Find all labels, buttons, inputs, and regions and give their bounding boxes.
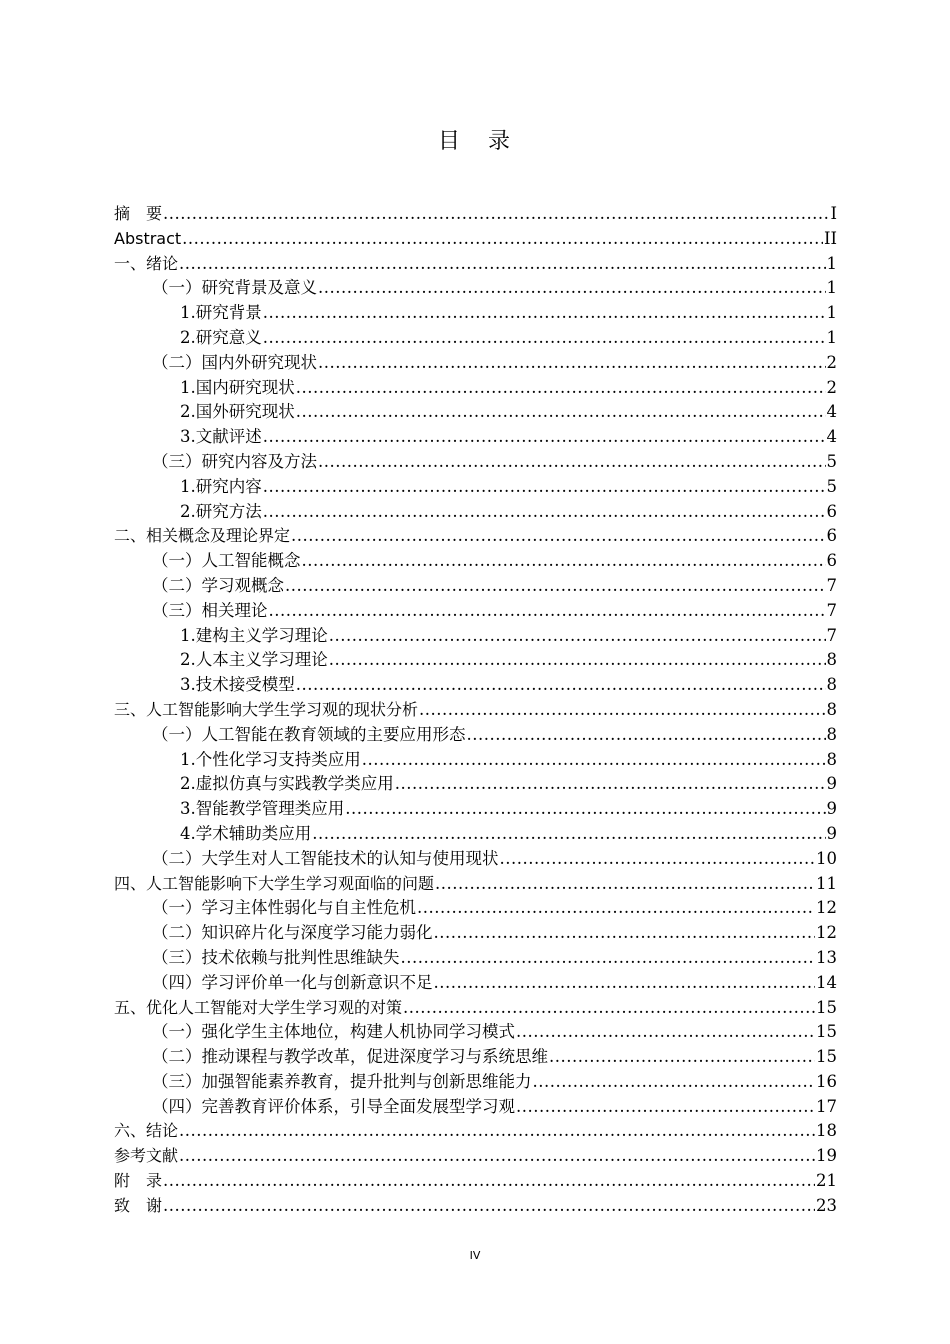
toc-entry[interactable]	[114, 400, 837, 425]
toc-entry[interactable]	[114, 599, 837, 624]
toc-entry-label: Abstract	[114, 228, 182, 248]
dot-leader	[296, 376, 826, 401]
toc-entry[interactable]	[114, 921, 837, 946]
toc-entry[interactable]	[114, 574, 837, 599]
dot-leader	[285, 574, 826, 599]
toc-entry[interactable]	[114, 549, 837, 574]
toc-entry-label: 2.研究方法	[180, 501, 262, 521]
toc-entry-page: 1	[826, 278, 837, 298]
toc-entry-page: 1	[826, 303, 837, 323]
toc-entry[interactable]	[114, 425, 837, 450]
toc-entry-page: 8	[826, 650, 837, 670]
toc-entry-label: 1.国内研究现状	[180, 377, 295, 397]
toc-entry[interactable]	[114, 822, 837, 847]
toc-entry[interactable]	[114, 748, 837, 773]
toc-entry[interactable]	[114, 996, 837, 1021]
toc-entry-page: 8	[826, 749, 837, 769]
dot-leader	[302, 549, 826, 574]
toc-entry-page: 4	[826, 402, 837, 422]
toc-entry[interactable]	[114, 524, 837, 549]
toc-entry-page: 10	[816, 848, 837, 868]
page-title	[0, 124, 950, 155]
toc-entry[interactable]	[114, 1119, 837, 1144]
toc-entry-label: 1.研究内容	[180, 476, 262, 496]
toc-entry-label: 四、人工智能影响下大学生学习观面临的问题	[114, 873, 435, 893]
dot-leader	[434, 971, 816, 996]
toc-entry-page: 12	[816, 898, 837, 918]
dot-leader	[500, 847, 816, 872]
toc-entry-page: 9	[826, 774, 837, 794]
toc-entry-page: 5	[826, 476, 837, 496]
toc-entry-page: 1	[826, 253, 837, 273]
toc-entry-label: 4.学术辅助类应用	[180, 823, 312, 843]
toc-entry[interactable]	[114, 1169, 837, 1194]
toc-entry-label: 1.建构主义学习理论	[180, 625, 328, 645]
table-of-contents	[114, 202, 837, 1219]
toc-entry-page: 6	[826, 501, 837, 521]
toc-entry-page: 4	[826, 427, 837, 447]
toc-entry-label: 致 谢	[114, 1195, 163, 1215]
dot-leader	[329, 648, 826, 673]
dot-leader	[318, 351, 826, 376]
toc-entry[interactable]	[114, 896, 837, 921]
toc-entry-page: 8	[826, 675, 837, 695]
dot-leader	[434, 921, 816, 946]
toc-entry[interactable]	[114, 326, 837, 351]
toc-entry-page: 15	[816, 1047, 837, 1067]
toc-entry-page: 14	[816, 972, 837, 992]
toc-entry-page: 6	[826, 551, 837, 571]
dot-leader	[435, 872, 815, 897]
dot-leader	[269, 599, 826, 624]
toc-entry-label: 2.国外研究现状	[180, 402, 295, 422]
toc-entry-page: 19	[816, 1146, 837, 1166]
toc-entry-page: 21	[816, 1171, 837, 1191]
toc-entry-label: （一）研究背景及意义	[152, 278, 317, 298]
toc-entry[interactable]	[114, 276, 837, 301]
toc-entry-label: 一、绪论	[114, 253, 179, 273]
toc-entry-label: 2.研究意义	[180, 327, 262, 347]
dot-leader	[417, 896, 815, 921]
toc-entry-page: 5	[826, 451, 837, 471]
toc-entry-label: （三）研究内容及方法	[152, 451, 317, 471]
toc-entry[interactable]	[114, 376, 837, 401]
dot-leader	[263, 475, 826, 500]
dot-leader	[163, 1194, 815, 1219]
toc-entry-label: （三）技术依赖与批判性思维缺失	[152, 947, 400, 967]
toc-entry-page: 23	[816, 1195, 837, 1215]
toc-entry[interactable]	[114, 1020, 837, 1045]
toc-entry-page: 13	[816, 947, 837, 967]
dot-leader	[516, 1020, 815, 1045]
toc-entry[interactable]	[114, 1144, 837, 1169]
dot-leader	[179, 1144, 815, 1169]
toc-entry-label: （二）推动课程与教学改革，促进深度学习与系统思维	[152, 1047, 548, 1067]
toc-entry-label: 3.文献评述	[180, 427, 262, 447]
toc-entry-page: II	[823, 228, 837, 248]
toc-entry-label: （三）加强智能素养教育，提升批判与创新思维能力	[152, 1071, 532, 1091]
toc-entry-label: （二）学习观概念	[152, 575, 284, 595]
toc-entry[interactable]	[114, 946, 837, 971]
toc-entry[interactable]	[114, 648, 837, 673]
toc-entry[interactable]	[114, 847, 837, 872]
toc-entry-page: 17	[816, 1096, 837, 1116]
dot-leader	[163, 202, 829, 227]
toc-entry[interactable]	[114, 723, 837, 748]
toc-entry-label: （二）国内外研究现状	[152, 352, 317, 372]
toc-entry[interactable]	[114, 500, 837, 525]
toc-entry[interactable]	[114, 475, 837, 500]
toc-entry[interactable]	[114, 1070, 837, 1095]
title-char-1: 目	[437, 129, 462, 154]
toc-entry[interactable]	[114, 351, 837, 376]
toc-entry-label: （四）完善教育评价体系，引导全面发展型学习观	[152, 1096, 515, 1116]
toc-entry[interactable]	[114, 797, 837, 822]
toc-entry-page: I	[830, 204, 837, 223]
dot-leader	[419, 698, 825, 723]
dot-leader	[263, 326, 826, 351]
toc-entry-page: 7	[826, 575, 837, 595]
toc-entry-label: （一）人工智能在教育领域的主要应用形态	[152, 724, 466, 744]
dot-leader	[318, 450, 826, 475]
toc-entry[interactable]	[114, 772, 837, 797]
dot-leader	[329, 624, 826, 649]
toc-entry-page: 8	[826, 724, 837, 744]
toc-entry[interactable]	[114, 227, 837, 252]
toc-entry-page: 2	[826, 377, 837, 397]
dot-leader	[291, 524, 825, 549]
dot-leader	[263, 301, 826, 326]
toc-entry-label: （一）强化学生主体地位，构建人机协同学习模式	[152, 1022, 515, 1042]
toc-entry-page: 9	[826, 799, 837, 819]
dot-leader	[403, 996, 815, 1021]
toc-entry-label: 六、结论	[114, 1121, 179, 1141]
dot-leader	[395, 772, 826, 797]
toc-entry-label: 3.技术接受模型	[180, 675, 295, 695]
toc-entry-page: 12	[816, 923, 837, 943]
page-number-footer: IV	[469, 1249, 481, 1262]
toc-entry-page: 1	[826, 327, 837, 347]
toc-entry-label: （四）学习评价单一化与创新意识不足	[152, 972, 433, 992]
dot-leader	[179, 1119, 815, 1144]
dot-leader	[362, 748, 826, 773]
toc-entry[interactable]	[114, 252, 837, 277]
dot-leader	[163, 1169, 815, 1194]
toc-entry-label: （一）人工智能概念	[152, 551, 301, 571]
toc-entry-page: 16	[816, 1071, 837, 1091]
toc-entry-page: 15	[816, 1022, 837, 1042]
toc-entry-page: 9	[826, 823, 837, 843]
toc-entry-label: 附 录	[114, 1171, 163, 1191]
title-char-2: 录	[488, 129, 513, 154]
toc-entry-label: 3.智能教学管理类应用	[180, 799, 345, 819]
toc-entry-label: 二、相关概念及理论界定	[114, 526, 291, 546]
toc-entry[interactable]	[114, 872, 837, 897]
toc-entry-label: 摘 要	[114, 204, 163, 223]
dot-leader	[318, 276, 826, 301]
toc-entry[interactable]	[114, 698, 837, 723]
dot-leader	[263, 500, 826, 525]
toc-entry-label: 五、优化人工智能对大学生学习观的对策	[114, 997, 403, 1017]
toc-entry-page: 11	[816, 873, 837, 893]
dot-leader	[296, 673, 826, 698]
toc-entry[interactable]	[114, 450, 837, 475]
toc-entry[interactable]	[114, 1194, 837, 1219]
dot-leader	[263, 425, 826, 450]
toc-entry-page: 15	[816, 997, 837, 1017]
toc-entry-page: 18	[816, 1121, 837, 1141]
toc-entry[interactable]	[114, 624, 837, 649]
dot-leader	[179, 252, 825, 277]
dot-leader	[401, 946, 816, 971]
dot-leader	[345, 797, 825, 822]
toc-entry-label: 1.研究背景	[180, 303, 262, 323]
toc-entry[interactable]	[114, 971, 837, 996]
dot-leader	[467, 723, 826, 748]
dot-leader	[296, 400, 826, 425]
dot-leader	[182, 227, 823, 252]
toc-entry[interactable]	[114, 673, 837, 698]
toc-entry-label: （三）相关理论	[152, 600, 268, 620]
toc-entry-page: 7	[826, 625, 837, 645]
toc-entry-label: 2.人本主义学习理论	[180, 650, 328, 670]
toc-entry-page: 7	[826, 600, 837, 620]
toc-entry-page: 6	[826, 526, 837, 546]
toc-entry[interactable]	[114, 202, 837, 227]
toc-entry-page: 8	[826, 699, 837, 719]
toc-entry-label: （二）知识碎片化与深度学习能力弱化	[152, 923, 433, 943]
dot-leader	[549, 1045, 815, 1070]
toc-entry[interactable]	[114, 301, 837, 326]
toc-entry-label: 参考文献	[114, 1146, 179, 1166]
toc-entry-label: （一）学习主体性弱化与自主性危机	[152, 898, 416, 918]
toc-entry-label: 1.个性化学习支持类应用	[180, 749, 361, 769]
toc-entry-page: 2	[826, 352, 837, 372]
toc-entry[interactable]	[114, 1095, 837, 1120]
dot-leader	[533, 1070, 816, 1095]
toc-entry-label: （二）大学生对人工智能技术的认知与使用现状	[152, 848, 499, 868]
toc-entry[interactable]	[114, 1045, 837, 1070]
dot-leader	[312, 822, 825, 847]
dot-leader	[516, 1095, 815, 1120]
toc-entry-label: 2.虚拟仿真与实践教学类应用	[180, 774, 394, 794]
toc-entry-label: 三、人工智能影响大学生学习观的现状分析	[114, 699, 419, 719]
